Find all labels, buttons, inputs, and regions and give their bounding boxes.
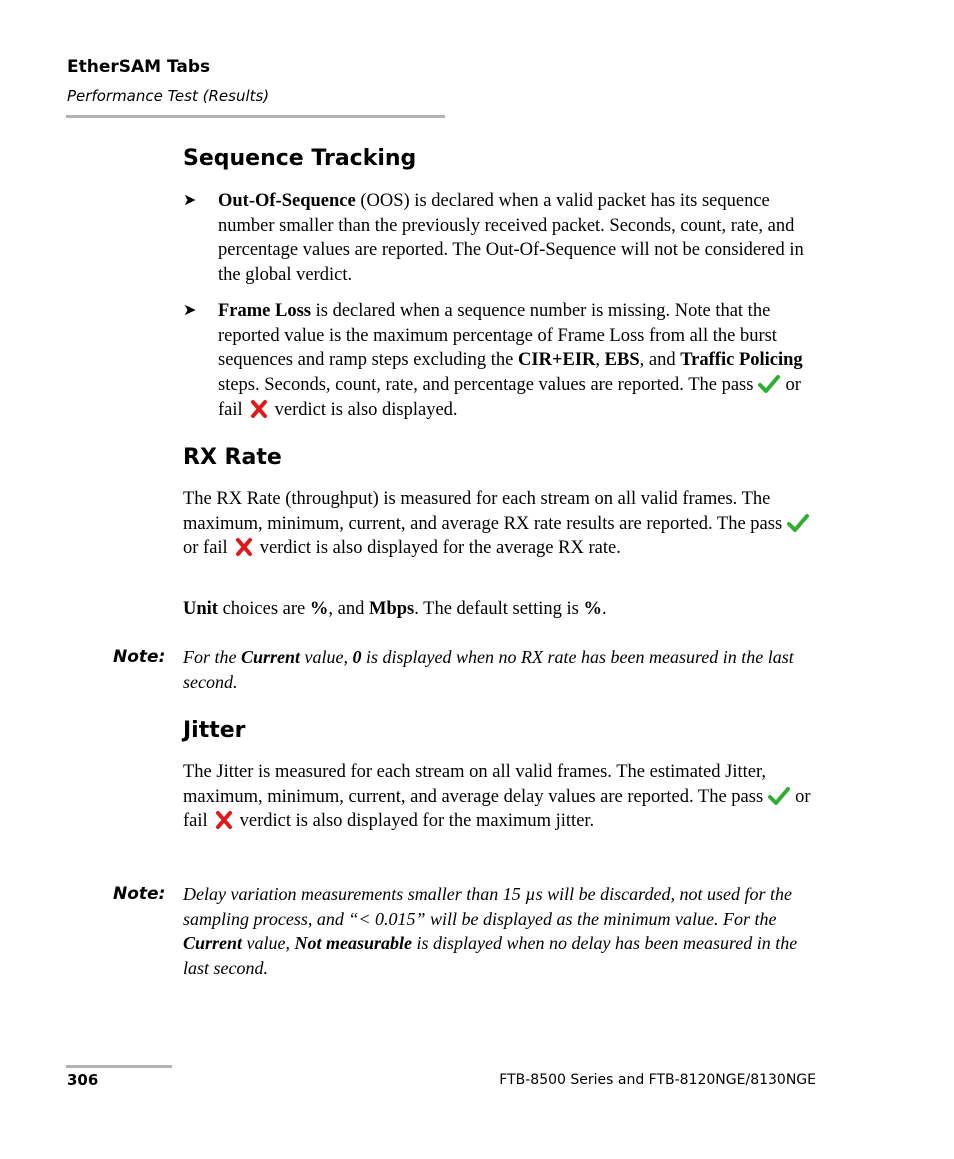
unit-text: choices are [217, 599, 310, 619]
section-heading-rx-rate: RX Rate [183, 445, 282, 470]
jitter-description [183, 760, 823, 834]
note-label: Note: [113, 884, 166, 904]
jitter-text: verdict is also displayed for the maximum jitter. [239, 811, 595, 832]
page-number: 306 [67, 1071, 99, 1089]
term-percent: % [583, 599, 602, 619]
note-label: Note: [113, 647, 166, 667]
section-heading-sequence-tracking: Sequence Tracking [183, 146, 417, 171]
running-header-subtitle: Performance Test (Results) [67, 87, 270, 105]
rx-rate-text: or fail [183, 538, 228, 559]
bullet-arrow-icon: ➤ [183, 302, 197, 319]
term-frame-loss: Frame Loss [218, 301, 311, 321]
note-text: Delay variation measurements smaller than 15 µs will be discarded, not used for the sampling process, and “< 0.015” will be displayed as the minimum value. For the [183, 884, 792, 929]
term-zero: 0 [352, 647, 362, 667]
frame-loss-text: steps. Seconds, count, rate, and percentage values are reported. The pass [218, 375, 754, 396]
note-text: For the [183, 647, 241, 667]
unit-text: , and [328, 599, 369, 619]
fail-x-icon [213, 810, 235, 830]
running-header-title: EtherSAM Tabs [67, 57, 211, 77]
note-text: is displayed when no delay has been measured in the last second. [183, 933, 798, 979]
header-rule [66, 115, 445, 118]
oos-description: (OOS) is declared when a valid packet has its sequence number smaller than the previously received packet. Seconds, count, rate, and percentage values are reported. The Out-Of-Sequence will not be considered in the global verdict. [218, 191, 804, 286]
footer-product-name: FTB-8500 Series and FTB-8120NGE/8130NGE [499, 1072, 816, 1088]
frame-loss-text: verdict is also displayed. [274, 399, 458, 420]
term-traffic-policing: Traffic Policing [680, 350, 803, 371]
pass-check-icon [758, 374, 780, 394]
rx-rate-text: The RX Rate (throughput) is measured for each stream on all valid frames. The maximum, minimum, current, and average RX rate results are reported. The pass [183, 489, 783, 534]
term-current: Current [183, 933, 243, 954]
term-unit: Unit [183, 599, 218, 619]
note-rx-rate [113, 645, 825, 694]
frame-loss-text: or fail [218, 375, 801, 420]
term-current: Current [241, 647, 301, 667]
term-percent: % [309, 599, 329, 619]
section-heading-jitter: Jitter [183, 718, 246, 743]
term-mbps: Mbps [368, 599, 415, 619]
term-ebs: EBS [604, 350, 640, 371]
bullet-frame-loss [183, 299, 823, 423]
unit-text: . [601, 599, 607, 619]
term-not-measurable: Not measurable [294, 933, 413, 954]
fail-x-icon [248, 399, 270, 419]
pass-check-icon [768, 786, 790, 806]
unit-text: . The default setting is [414, 599, 584, 619]
term-out-of-sequence: Out-Of-Sequence [218, 191, 356, 211]
footer-rule [66, 1065, 172, 1068]
term-cir-eir: CIR+EIR [518, 350, 596, 371]
rx-rate-unit-choices [183, 597, 823, 622]
note-jitter [113, 882, 825, 981]
note-text: is displayed when no RX rate has been measured in the last second. [183, 647, 794, 692]
frame-loss-text: is declared when a sequence number is missing. Note that the reported value is the maximum percentage of Frame Loss from all the burst sequences and ramp steps excluding the [218, 301, 777, 371]
rx-rate-description [183, 487, 823, 561]
rx-rate-text: verdict is also displayed for the average RX rate. [259, 538, 621, 559]
bullet-out-of-sequence [183, 189, 823, 288]
bullet-arrow-icon: ➤ [183, 192, 197, 209]
fail-x-icon [233, 537, 255, 557]
note-text: value, [242, 933, 295, 954]
note-text: value, [300, 647, 353, 667]
pass-check-icon [787, 513, 809, 533]
jitter-text: The Jitter is measured for each stream on all valid frames. The estimated Jitter, maximum, minimum, current, and average delay values are reported. The pass [183, 762, 767, 807]
jitter-text: or fail [183, 786, 811, 832]
frame-loss-text: , [595, 350, 601, 371]
frame-loss-text: , and [639, 350, 681, 371]
